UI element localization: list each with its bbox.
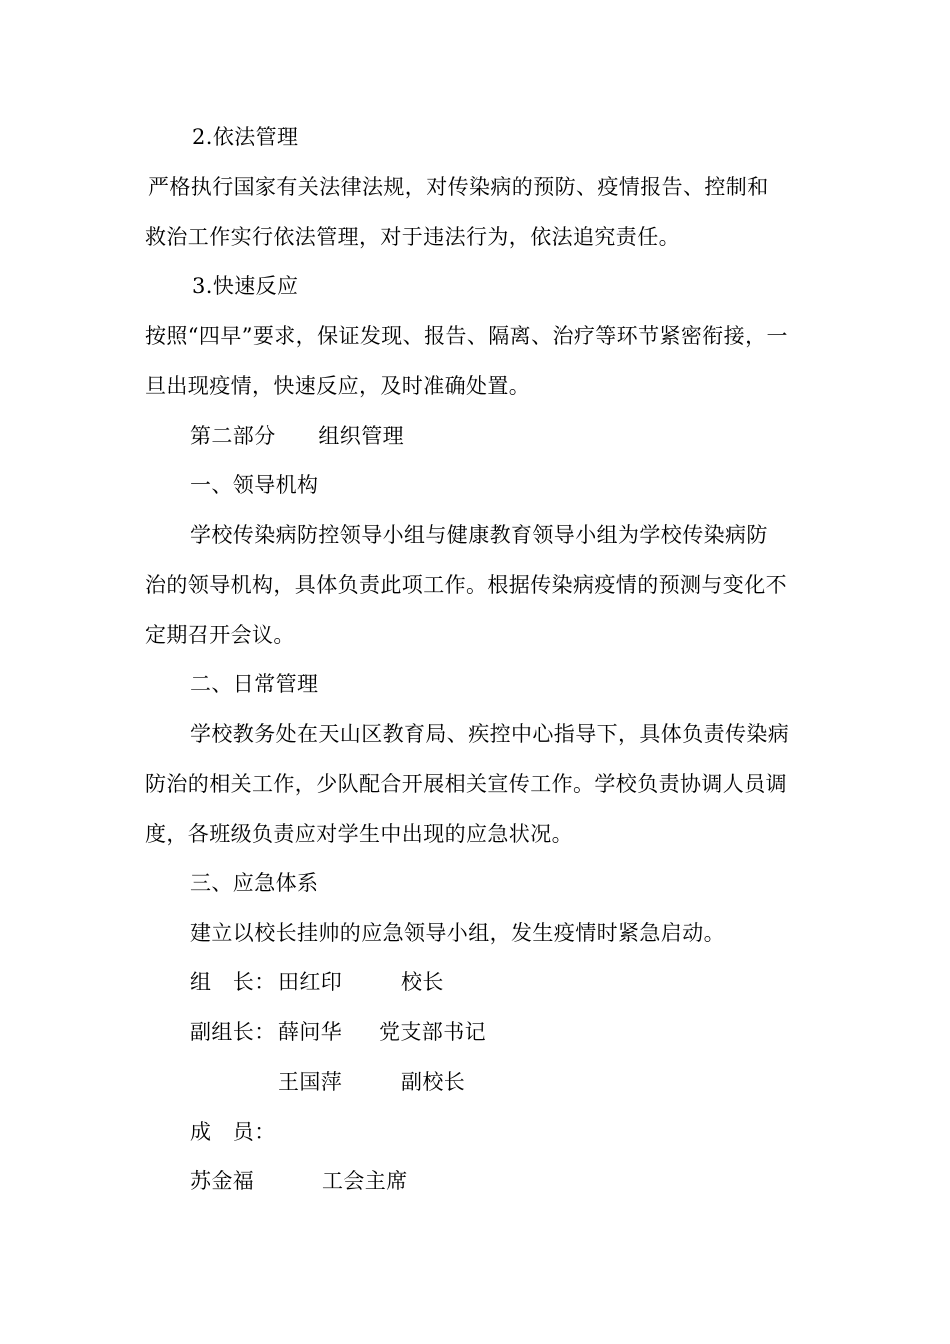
heading-rule-of-law: 2.依法管理 <box>192 125 299 149</box>
paragraph-line: 按照“四早”要求，保证发现、报告、隔离、治疗等环节紧密衔接，一 <box>145 324 788 348</box>
roster-leader-name: 田红印 <box>278 970 343 994</box>
roster-leader-label: 组 长： <box>190 970 276 994</box>
paragraph-line: 严格执行国家有关法律法规，对传染病的预防、疫情报告、控制和 <box>148 175 769 199</box>
heading-rapid-response: 3.快速反应 <box>192 274 299 298</box>
paragraph-line: 定期召开会议。 <box>145 623 295 647</box>
paragraph-line: 救治工作实行依法管理，对于违法行为，依法追究责任。 <box>145 225 680 249</box>
roster-deputy-name: 王国萍 <box>278 1070 343 1094</box>
section-title-emergency-system: 三、应急体系 <box>190 871 319 895</box>
section-title-daily-management: 二、日常管理 <box>190 672 319 696</box>
paragraph-line: 防治的相关工作，少队配合开展相关宣传工作。学校负责协调人员调 <box>145 772 787 796</box>
paragraph-line: 旦出现疫情，快速反应，及时准确处置。 <box>145 374 531 398</box>
paragraph-line: 度，各班级负责应对学生中出现的应急状况。 <box>145 822 573 846</box>
roster-leader-role: 校长 <box>401 970 444 994</box>
roster-members-label: 成 员： <box>190 1120 276 1144</box>
paragraph-line: 治的领导机构，具体负责此项工作。根据传染病疫情的预测与变化不 <box>145 573 787 597</box>
roster-deputy-role: 党支部书记 <box>379 1020 486 1044</box>
part-two-title: 第二部分 组织管理 <box>190 424 404 448</box>
paragraph-line: 学校教务处在天山区教育局、疾控中心指导下，具体负责传染病 <box>190 722 790 746</box>
roster-member-name: 苏金福 <box>190 1169 255 1193</box>
paragraph-line: 学校传染病防控领导小组与健康教育领导小组为学校传染病防 <box>190 523 768 547</box>
section-title-leadership: 一、领导机构 <box>190 473 319 497</box>
roster-deputy-name: 薛问华 <box>278 1020 343 1044</box>
paragraph-line: 建立以校长挂帅的应急领导小组，发生疫情时紧急启动。 <box>190 921 725 945</box>
roster-deputy-label: 副组长： <box>190 1020 276 1044</box>
roster-member-role: 工会主席 <box>322 1169 408 1193</box>
roster-deputy-role: 副校长 <box>401 1070 466 1094</box>
